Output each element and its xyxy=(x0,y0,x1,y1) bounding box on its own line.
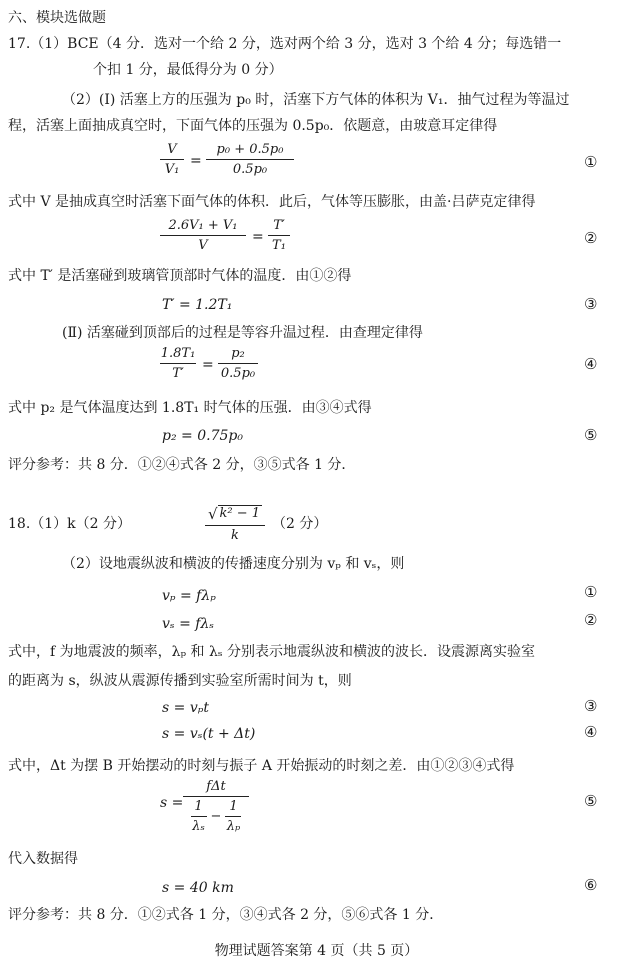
fraction-bar xyxy=(225,816,241,817)
q17-eq2-rhs-denominator: T₁ xyxy=(272,238,286,253)
q17-eq4-marker: ④ xyxy=(584,355,598,373)
q17-eq3-marker: ③ xyxy=(584,295,598,313)
q17-eq1-lhs-fraction xyxy=(160,142,184,177)
q17-eq1-lhs-numerator: V xyxy=(167,142,177,157)
q18-eq6-marker: ⑥ xyxy=(584,876,598,894)
fraction-bar xyxy=(160,235,246,236)
fraction-bar xyxy=(205,525,265,526)
sqrt-icon: √ xyxy=(207,505,218,523)
minus-sign: − xyxy=(210,809,222,824)
fraction-bar xyxy=(268,235,290,236)
q17-eq1-marker: ① xyxy=(584,153,598,171)
q18-eq5-fraction xyxy=(183,779,249,834)
q17-eq4-lhs-fraction xyxy=(160,346,196,381)
q17-eq2-lhs-numerator: 2.6V₁ + V₁ xyxy=(168,218,238,233)
q17-eq4-rhs-fraction xyxy=(218,346,258,381)
q18-part1-prefix: 18.（1）k（2 分） xyxy=(8,516,132,532)
q17-eq2-rhs-fraction xyxy=(268,218,290,253)
q17-part2-text: (Ⅱ) 活塞碰到顶部后的过程是等容升温过程．由查理定律得 xyxy=(62,325,423,341)
q17-eq4-lhs-denominator: T′ xyxy=(172,366,184,381)
q17-eq4-rhs-numerator: p₂ xyxy=(231,346,245,361)
q17-eq2-lhs-denominator: V xyxy=(198,238,208,253)
q17-eq1-rhs-numerator: p₀ + 0.5p₀ xyxy=(216,142,284,157)
q18-part1-suffix: （2 分） xyxy=(272,516,328,532)
q18-eq5-sub-s-den: λₛ xyxy=(192,819,205,834)
fraction-bar xyxy=(191,816,207,817)
q18-eq5-lhs: s = xyxy=(160,795,184,811)
q17-eq3: T′ = 1.2T₁ xyxy=(162,297,233,313)
q18-eq4: s = vₛ(t + Δt) xyxy=(162,726,256,742)
q18-part1-denominator: k xyxy=(231,528,239,543)
q18-eq5-marker: ⑤ xyxy=(584,792,598,810)
q18-eq4-marker: ④ xyxy=(584,723,598,741)
fraction-bar xyxy=(218,363,258,364)
q17-part2-line2: 程，活塞上面抽成真空时，下面气体的压强为 0.5p₀．依题意，由玻意耳定律得 xyxy=(8,118,498,134)
fraction-bar xyxy=(160,363,196,364)
q17-eq5-marker: ⑤ xyxy=(584,426,598,444)
q17-eq2-equals: = xyxy=(252,229,264,245)
fraction-bar xyxy=(160,159,184,160)
q17-part1-line2: 个扣 1 分，最低得分为 0 分） xyxy=(93,62,283,78)
q17-eq2-marker: ② xyxy=(584,229,598,247)
fraction-bar xyxy=(206,159,294,160)
q17-eq4-rhs-denominator: 0.5p₀ xyxy=(220,366,256,381)
q17-part2-line1: （2）(Ⅰ) 活塞上方的压强为 p₀ 时，活塞下方气体的体积为 V₁．抽气过程为等温过 xyxy=(62,92,570,108)
q18-eq5-sub-s-num: 1 xyxy=(194,799,203,814)
q18-eq5-denominator xyxy=(191,799,242,834)
q18-eq5-sub-p-den: λₚ xyxy=(226,819,241,834)
q17-eq2-lhs-fraction xyxy=(160,218,246,253)
q17-eq1-lhs-denominator: V₁ xyxy=(164,162,180,177)
q18-part1-fraction xyxy=(205,505,265,543)
q17-text-after-eq1: 式中 V 是抽成真空时活塞下面气体的体积．此后，气体等压膨胀，由盖·吕萨克定律得 xyxy=(8,194,536,210)
q18-eq5-sub-fraction-p xyxy=(225,799,241,834)
q18-eq5-numerator: fΔt xyxy=(206,779,226,794)
q17-eq4-equals: = xyxy=(202,357,214,373)
q17-eq4-lhs-numerator: 1.8T₁ xyxy=(160,346,196,361)
q17-eq1-rhs-fraction xyxy=(206,142,294,177)
q17-eq2-rhs-numerator: T′ xyxy=(273,218,285,233)
q18-eq3-marker: ③ xyxy=(584,697,598,715)
section-heading: 六、模块选做题 xyxy=(8,10,106,26)
q18-text3: 代入数据得 xyxy=(8,851,78,867)
q18-eq2: vₛ = fλₛ xyxy=(162,616,215,632)
q17-text-after-eq4: 式中 p₂ 是气体温度达到 1.8T₁ 时气体的压强．由③④式得 xyxy=(8,400,372,416)
q17-text-after-eq2: 式中 T′ 是活塞碰到玻璃管顶部时气体的温度．由①②得 xyxy=(8,268,352,284)
q17-scoring: 评分参考：共 8 分．①②④式各 2 分，③⑤式各 1 分． xyxy=(8,457,356,473)
q18-text1-line2: 的距离为 s，纵波从震源传播到实验室所需时间为 t，则 xyxy=(8,673,352,689)
q18-eq1-marker: ① xyxy=(584,583,598,601)
q18-part1-radicand: k² − 1 xyxy=(219,506,261,521)
page-footer: 物理试题答案第 4 页（共 5 页） xyxy=(214,943,419,959)
q18-scoring: 评分参考：共 8 分．①②式各 1 分，③④式各 2 分，⑤⑥式各 1 分． xyxy=(8,907,444,923)
q18-eq3: s = vₚt xyxy=(162,700,209,716)
q17-part1-line1: 17.（1）BCE（4 分．选对一个给 2 分，选对两个给 3 分，选对 3 个给 4 分；每选错一 xyxy=(8,36,562,52)
q18-eq1: vₚ = fλₚ xyxy=(162,588,216,604)
q18-eq5-sub-p-num: 1 xyxy=(229,799,238,814)
q18-part1-sqrt xyxy=(208,505,262,523)
q17-eq5: p₂ = 0.75p₀ xyxy=(162,428,243,444)
q18-eq5-sub-fraction-s xyxy=(191,799,207,834)
q18-text1-line1: 式中，f 为地震波的频率，λₚ 和 λₛ 分别表示地震纵波和横波的波长．设震源离实验室 xyxy=(8,644,536,660)
fraction-bar xyxy=(183,796,249,797)
q18-text2: 式中，Δt 为摆 B 开始摆动的时刻与振子 A 开始振动的时刻之差．由①②③④式得 xyxy=(8,758,515,774)
q18-eq2-marker: ② xyxy=(584,611,598,629)
q17-eq1-equals: = xyxy=(190,153,202,169)
q18-part2-line: （2）设地震纵波和横波的传播速度分别为 vₚ 和 vₛ，则 xyxy=(62,556,405,572)
q17-eq1-rhs-denominator: 0.5p₀ xyxy=(232,162,268,177)
q18-eq6: s = 40 km xyxy=(162,880,234,896)
